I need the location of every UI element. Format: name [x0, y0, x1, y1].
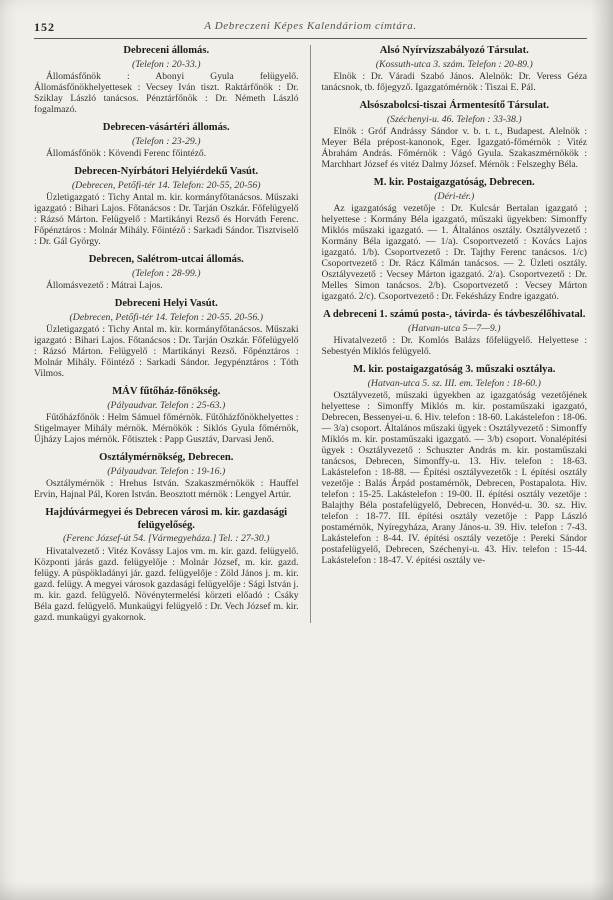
section-address-telefon: (Telefon : 28-99.): [132, 267, 201, 279]
right-column: [311, 45, 588, 623]
header-rule: [34, 38, 587, 39]
section-paragraph: Osztálymérnök : Hrehus István. Szakaszmérnökök : Hauffel Ervin, Hajnal Pál, Koren István. Beosztott mérnök : Lengyel Artúr.: [34, 478, 299, 501]
section-title: Hajdúvármegyei és Debrecen városi m. kir. gazdasági felügyelőség.: [45, 507, 288, 531]
section-paragraph: Állomásfőnök : Abonyi Gyula felügyelő. Állomásfőnökhelyettesek : Vecsey Iván tiszt. Raktárfőnök : Dr. Sziklay László tanácsos. Pénztárfőnök : Dr. Németh László fogalmazó.: [34, 71, 299, 116]
running-title: A Debreczeni Képes Kalendáriom címtára.: [204, 20, 417, 32]
directory-section: [34, 298, 299, 379]
section-paragraph: Állomásvezető : Mátrai Lajos.: [46, 280, 163, 292]
section-address-telefon: (Kossuth-utca 3. szám. Telefon : 20-89.): [375, 58, 533, 70]
section-address-telefon: (Debrecen, Petőfi-tér 14. Telefon: 20-55, 20-56): [71, 179, 261, 191]
directory-section: [34, 507, 299, 623]
section-address-telefon: (Telefon : 23-29.): [132, 135, 201, 147]
directory-section: [34, 122, 299, 159]
section-paragraph: Üzletigazgató : Tichy Antal m. kir. kormányfőtanácsos. Műszaki igazgató : Bihari Lajos. Főtanácsos : Dr. Tarján Oszkár. Főfelügyelő : Rázsó Márton. Felügyelő : Martikányi Rezső. Főpénztáros : Molnár Mihály. Főintéző : Sarkadi Sándor. Jegypénztáros : Tóth Vilmos.: [34, 324, 299, 380]
directory-section: [322, 45, 588, 93]
section-title: Debreceni állomás.: [123, 45, 210, 56]
section-paragraph: Hivatalvezető : Dr. Komlós Balázs főfelügyelő. Helyettese : Sebestyén Miklós felügyelő.: [321, 335, 587, 358]
page-number: 152: [34, 20, 55, 34]
section-paragraph: Osztályvezető, műszaki ügyekben az igazgatóság vezetőjének helyettese : Simonffy Miklós m. kir. postaműszaki igazgató, Debrecen, Bessenyei-u. 6. Hiv. telefon : 18-60. Lakástelefon : 18-06. — 3/a) csoport. Általános műszaki ügyek : Osztályvezető : Simonffy Miklós m. kir. postaműszaki igazgató. — 3/b) csoport. Vonalépítési ügyek : Osztályvezető : Schuszter András m. kir. postaműszaki tanácsos, Debrecen, Simonffy-u. 13. Hiv. telefon : 18-63. Lakástelefon : 18-88. — Építési osztályvezetők : I. építési osztály vezetője : Balás Árpád postamérnök, Debrecen, Postapalota. Hiv. telefon : 15-25. Lakástelefon : 19-00. II. építési osztály vezetője : Balajthy Béla postafelügyelő, Debrecen, Honvéd-u. 30. sz. Hiv. telefon : 18-77. III. építési osztály vezetője : Papp László postamérnök, Nyíregyháza, Arany János-u. 39. Hiv. telefon : 7-43. Lakástelefon : 8-44. IV. építési osztály vezetője : Pereki Sándor postafelügyelő, Debrecen, Széchenyi-u. 43. Hiv. telefon : 15-44. Lakástelefon : 18-47. V. építési osztály ve-: [321, 390, 587, 567]
section-title: MÁV fűtőház-főnökség.: [112, 386, 221, 398]
section-address-telefon: (Pályaudvar. Telefon : 19-16.): [107, 465, 226, 477]
section-address-telefon: (Hatvan-utca 5. sz. III. em. Telefon : 18-60.): [367, 377, 541, 389]
section-address-telefon: (Debrecen, Petőfi-tér 14. Telefon : 20-55. 20-56.): [69, 311, 264, 323]
section-paragraph: Fűtőházfőnök : Helm Sámuel főmérnök. Fűtőházfőnökhelyettes : Stigelmayer Mihály mérnök. Mérnökök : Siklós Gyula főmérnök, Újházy Lajos mérnök. Főtisztek : Papp Gusztáv, Darvasi Jenő.: [34, 412, 299, 446]
section-address-telefon: (Ferenc József-út 54. [Vármegyeháza.] Tel. : 27-30.): [62, 533, 270, 545]
section-address-telefon: (Pályaudvar. Telefon : 25-63.): [107, 399, 226, 411]
section-paragraph: Elnök : Gróf Andrássy Sándor v. b. t. t., Budapest. Alelnök : Meyer Béla prépost-kanonok, Eger. Igazgató-főmérnök : Vitéz Ábrahám András. Főmérnök : Vágó Gyula. Szakaszmérnökök : Marchhart József és vitéz Dalmy József. Mérnök : Felszeghy Béla.: [321, 126, 587, 171]
section-paragraph: Állomásfőnök : Kövendi Ferenc főintéző.: [46, 148, 207, 160]
directory-section: [322, 100, 588, 170]
directory-section: [34, 452, 299, 500]
section-title: Debrecen-vásártéri állomás.: [102, 122, 230, 134]
page-content: [34, 20, 587, 886]
page-header: [34, 20, 587, 36]
section-address-telefon: (Déri-tér.): [434, 190, 475, 202]
left-column: [34, 45, 311, 623]
section-title: M. kir. postaigazgatóság 3. műszaki osztálya.: [353, 364, 556, 376]
directory-section: [322, 177, 588, 302]
directory-section: [34, 254, 299, 291]
section-title: Alsó Nyírvízszabályozó Társulat.: [379, 45, 529, 56]
section-title: Osztálymérnökség, Debrecen.: [99, 452, 234, 464]
section-paragraph: Elnök : Dr. Váradi Szabó János. Alelnök: Dr. Veress Géza tanácsnok, tb. főjegyző. Igazgatómérnök : Tiszai E. Pál.: [321, 71, 587, 94]
directory-section: [34, 386, 299, 445]
two-column-layout: [34, 45, 587, 623]
section-title: A debreceni 1. számú posta-, távirda- és távbeszélőhivatal.: [323, 309, 586, 321]
section-title: Alsószabolcsi-tiszai Ármentesítő Társulat.: [359, 100, 550, 112]
directory-section: [34, 166, 299, 247]
directory-section: [322, 309, 588, 357]
section-address-telefon: (Széchenyi-u. 46. Telefon : 33-38.): [386, 113, 522, 125]
directory-section: [322, 364, 588, 566]
section-address-telefon: (Telefon : 20-33.): [132, 58, 201, 70]
section-title: M. kir. Postaigazgatóság, Debrecen.: [373, 177, 535, 189]
directory-section: [34, 45, 299, 115]
section-paragraph: Hivatalvezető : Vitéz Kovássy Lajos vm. m. kir. gazd. felügyelő. Központi járás gazd. felügyelője : Molnár József, m. kir. gazd. felügy. A püspökladányi jár. gazd. felügyelője : Zöld János j. m. kir. gazd. felügy. A megyei városok gazdasági felügyelője : Sági István j. m. kir. gazd. felügyelő. Növénytermelési körzeti előadó : Csáky Béla gazd. felügyelő. Munkaügyi felügyelő : Dr. Vech József m. kir. gazd. munkaügyi gyakornok.: [34, 545, 299, 623]
section-title: Debrecen-Nyírbátori Helyiérdekű Vasút.: [74, 166, 259, 178]
section-address-telefon: (Hatvan-utca 5—7—9.): [407, 322, 501, 334]
section-paragraph: Az igazgatóság vezetője : Dr. Kulcsár Bertalan igazgató ; helyettese : Kormány Béla igazgató, műszaki ügyekben: Simonffy Miklós műszaki igazgató. — 1. Általános osztály. Osztályvezető : Kormány Béla igazgató. — 1/a). Csoportvezető : Kovács Lajos igazgató. 1/b). Csoportvezető : Dr. Tajthy Ferenc tanácsos. 1/c) Csoportvezető : Dr. Rácz Kálmán tanácsos. — 2. Üzleti osztály. Osztályvezető : Vecsey Márton igazgató. 2/a). Csoportvezető : Dr. Melles Simon tanácsos. 2/b). Csoportvezető : Vecsey Márton igazgató. 2/c). Csoportvezető : Dr. Fekésházy Endre igazgató.: [321, 203, 587, 303]
section-paragraph: Üzletigazgató : Tichy Antal m. kir. kormányfőtanácsos. Műszaki igazgató : Bihari Lajos. Főtanácsos : Dr. Tarján Oszkár. Főfelügyelő : Rázsó Márton. Felügyelő : Martikányi Rezső és Horváth Ferenc. Főpénztáros : Molnár Mihály. Főintéző : Sarkadi Sándor. Tisztviselő : Dr. Gál György.: [34, 192, 299, 248]
section-title: Debreceni Helyi Vasút.: [114, 298, 218, 310]
section-title: Debrecen, Salétrom-utcai állomás.: [88, 254, 244, 266]
